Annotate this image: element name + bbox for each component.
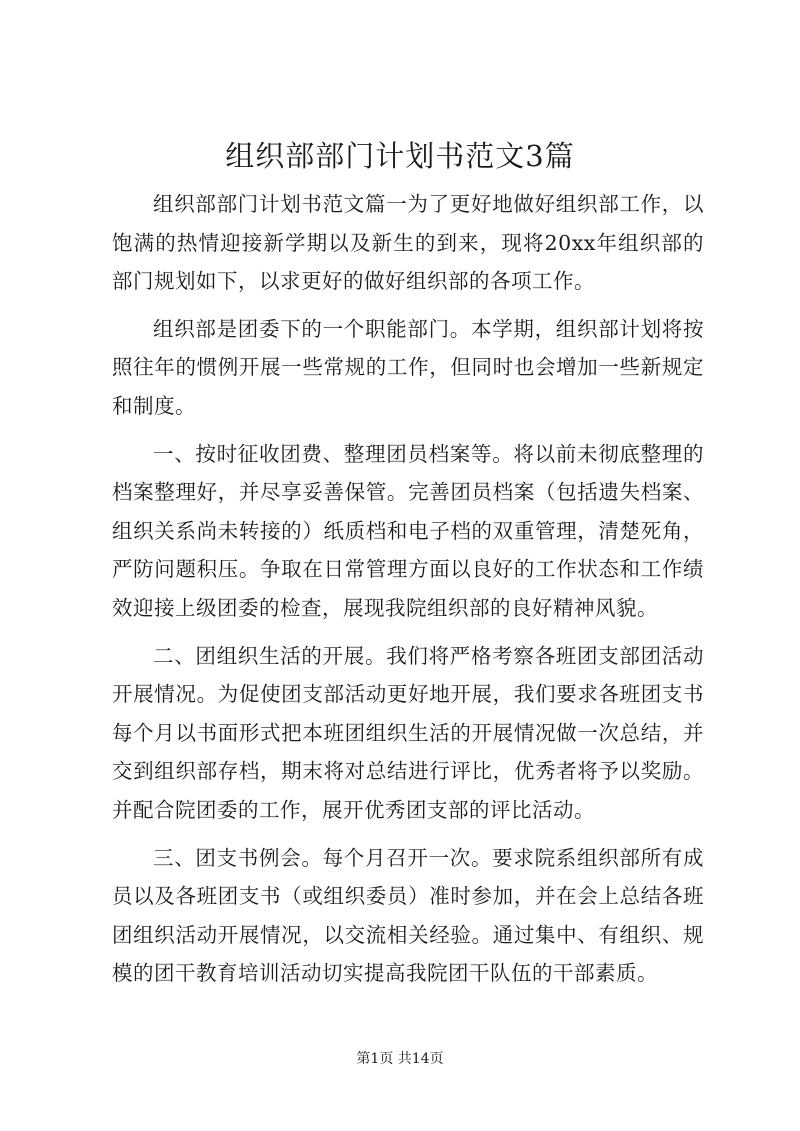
document-title: 组织部部门计划书范文3篇 [225, 139, 575, 173]
document-body [112, 185, 704, 1002]
paragraph-4: 二、团组织生活的开展。我们将严格考察各班团支部团活动开展情况。为促使团支部活动更好地开展，我们要求各班团支书每个月以书面形式把本班团组织生活的开展情况做一次总结，并交到组织部存档，期末将对总结进行评比，优秀者将予以奖励。并配合院团委的工作，展开优秀团支部的评比活动。 [112, 643, 704, 822]
paragraph-3: 一、按时征收团费、整理团员档案等。将以前未彻底整理的档案整理好，并尽享妥善保管。完善团员档案（包括遗失档案、组织关系尚未转接的）纸质档和电子档的双重管理，清楚死角，严防问题积压。争取在日常管理方面以良好的工作状态和工作绩效迎接上级团委的检查，展现我院组织部的良好精神风貌。 [112, 441, 704, 620]
paragraph-1: 组织部部门计划书范文篇一为了更好地做好组织部工作，以饱满的热情迎接新学期以及新生的到来，现将20xx年组织部的部门规划如下，以求更好的做好组织部的各项工作。 [112, 192, 704, 294]
page-footer: 第1页 共14页 [356, 1051, 444, 1067]
paragraph-2: 组织部是团委下的一个职能部门。本学期，组织部计划将按照往年的惯例开展一些常规的工作，但同时也会增加一些新规定和制度。 [112, 316, 704, 418]
paragraph-5: 三、团支书例会。每个月召开一次。要求院系组织部所有成员以及各班团支书（或组织委员）准时参加，并在会上总结各班团组织活动开展情况，以交流相关经验。通过集中、有组织、规模的团干教育培训活动切实提高我院团干队伍的干部素质。 [112, 845, 704, 986]
